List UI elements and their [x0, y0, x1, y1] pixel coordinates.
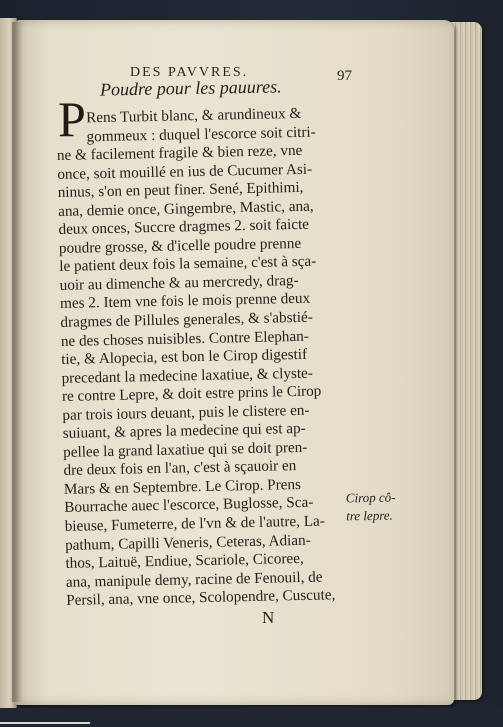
text-line: Bourrache auec l'escorce, Buglosse, Sca- [64, 494, 314, 517]
text-line: Mars & en Septembre. Le Cirop. Prens [63, 475, 302, 498]
signature-mark: N [262, 608, 275, 627]
margin-note [346, 489, 396, 526]
text-line: uoir au dimenche & au mercredy, drag- [59, 271, 299, 294]
text-line: tie, & Alopecia, est bon le Cirop digestif [61, 345, 308, 369]
text-line: pathum, Capilli Veneris, Ceteras, Adian- [64, 531, 311, 554]
text-line: once, soit mouillé en ius de Cucumer Asi- [57, 160, 313, 183]
text-line: dragmes de Pillules generales, & s'abstié- [60, 308, 313, 331]
running-head: DES PAVVRES. [130, 65, 249, 80]
binding-shadow [12, 22, 22, 702]
text-line: poudre grosse, & d'icelle poudre prenne [58, 234, 302, 257]
margin-note-line: tre lepre. [346, 507, 393, 524]
text-line: deux onces, Succre dragmes 2. soit faicte [58, 216, 310, 239]
scale-bar [0, 722, 90, 724]
section-title: Poudre pour les pauures. [99, 76, 282, 100]
text-line: ana, demie once, Gingembre, Mastic, ana, [57, 197, 314, 220]
text-line: dre deux fois en l'an, c'est à sçauoir en [63, 457, 297, 480]
text-line: gommeux : duquel l'escorce soit citri- [86, 123, 316, 145]
text-line: le patient deux fois la semaine, c'est à sça- [59, 252, 317, 276]
text-line: Rens Turbit blanc, & arundineux & [85, 104, 302, 127]
text-line: par trois iours deuant, puis le clistere en- [62, 401, 310, 424]
text-line: ne des choses nuisibles. Contre Elephan- [60, 327, 309, 350]
text-line: ninus, s'on en peut finer. Sené, Epithimi, [57, 179, 304, 202]
text-line: bieuse, Fumeterre, de l'vn & de l'autre, La- [64, 512, 326, 535]
text-line: ne & facilement fragile & bien reze, vne [56, 141, 303, 165]
scan-bottom-strip [0, 708, 503, 727]
text-line: ana, manipule demy, racine de Fenouil, de [65, 568, 323, 591]
text-line: thos, Laituë, Endiue, Scariole, Cicoree, [65, 550, 304, 573]
page-number: 97 [337, 68, 352, 84]
text-line: precedant la medecine laxatiue, & clyste- [61, 364, 314, 387]
body-text [56, 104, 372, 611]
text-line: suiuant, & apres la medecine qui est ap- [62, 420, 306, 443]
text-line: mes 2. Item vne fois le mois prenne deux [59, 290, 311, 313]
margin-note-line: Cirop cô- [345, 489, 396, 506]
text-line: re contre Lepre, & doit estre prins le Cirop [61, 382, 322, 406]
text-line: pellee la grand laxatiue qui se doit pren- [62, 438, 308, 461]
drop-cap: P [58, 91, 86, 147]
text-line: Persil, ana, vne once, Scolopendre, Cuscute, [66, 586, 336, 610]
